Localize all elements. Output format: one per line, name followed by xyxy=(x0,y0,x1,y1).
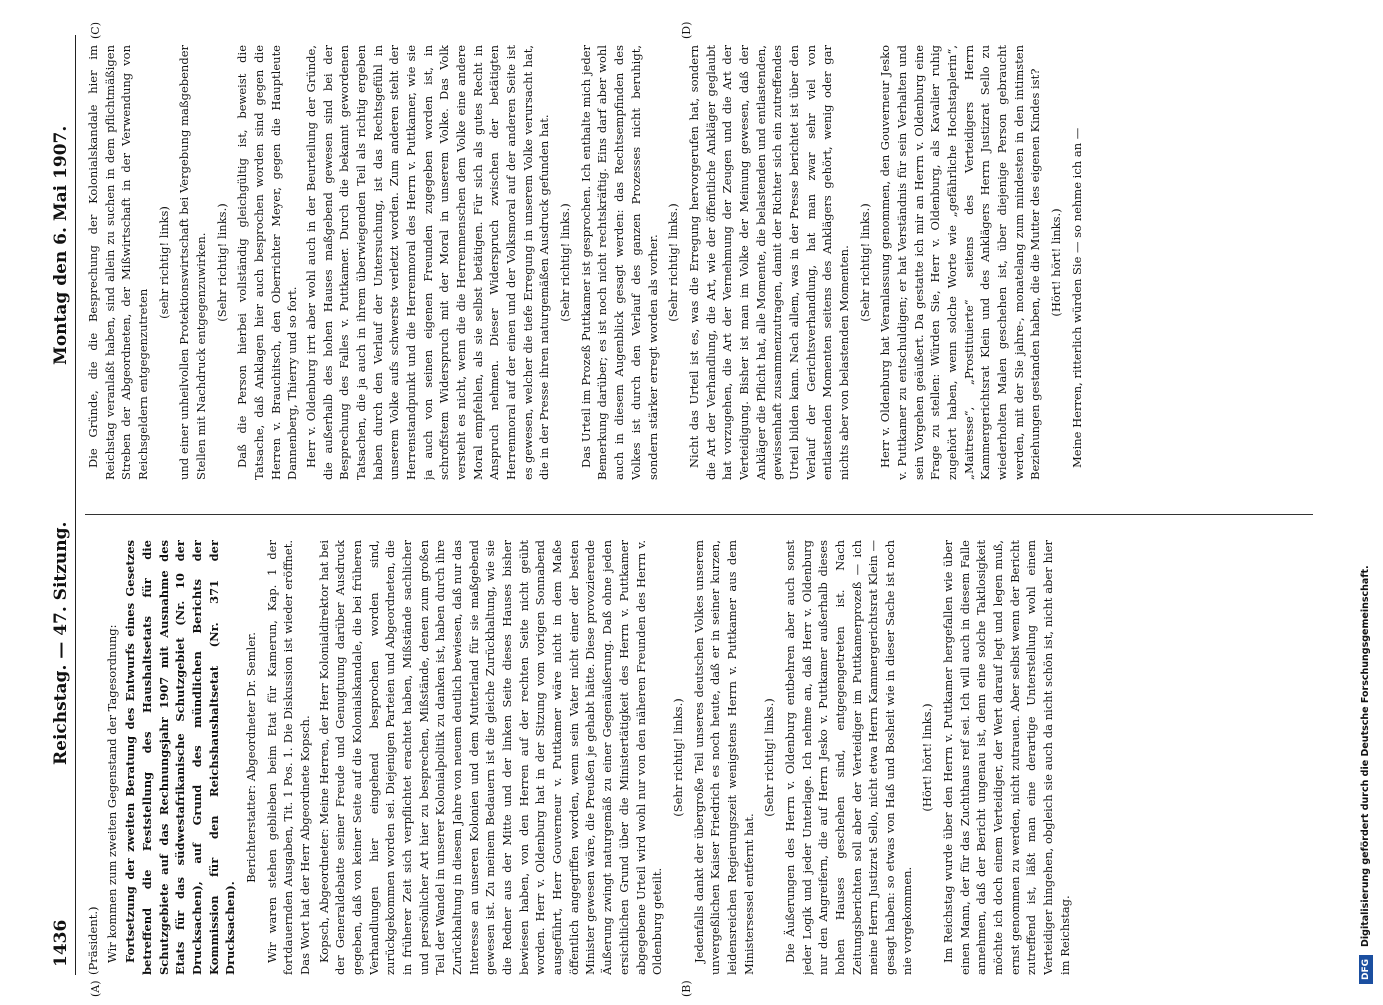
reporter-line: Berichterstatter: Abgeordneter Dr. Semler. xyxy=(244,632,259,883)
paragraph: Die Äußerungen des Herrn v. Oldenburg entbehren aber auch sonst jeder Logik und jeder Unterlage. Ich nehme an, daß Herr v. Oldenburg nur den Angreifern, die auf Herrn Jesko v. Puttkamer außerhalb dieses hohen Hauses geschehen sind, entgegengetreten ist. Nach Zeitungsberichten soll aber der Verteidiger im Puttkamerprozeß — ich meine Herrn Justizrat Sello, nicht etwa Herrn Kammergerichtsrat Klein — gesagt haben: so etwas von Haß und Bosheit wie in dieser Sache ist noch nie vorgekommen. xyxy=(782,540,914,975)
dfg-logo: DFG xyxy=(1359,955,1373,984)
running-head xyxy=(45,35,76,975)
paragraph: Das Urteil im Prozeß Puttkamer ist gesprochen. Ich enthalte mich jeder Bemerkung darüber; es ist noch nicht rechtskräftig. Eins darf aber wohl auch in diesem Augenblick gesagt werden: das Rechtsempfinden des Volkes ist durch den Verlauf des ganzen Prozesses nicht beruhigt, sondern stärker erregt worden als vorher. xyxy=(578,45,660,480)
interjection: (Hört! hört! links.) xyxy=(920,703,935,812)
credit-text: Digitalisierung gefördert durch die Deutsche Forschungsgemeinschaft. xyxy=(1360,565,1371,947)
interjection: (Sehr richtig! links.) xyxy=(558,203,573,322)
margin-marker-a: (A) xyxy=(89,980,102,997)
paragraph: Nicht das Urteil ist es, was die Erregung hervorgerufen hat, sondern die Art der Verhandlung, die Art, wie der öffentliche Ankläger geglaubt hat vorzugehen, die Art der Vernehmung der Zeugen und die Art der Verteidigung. Bisher ist man im Volke der Meinung gewesen, daß der Ankläger die Pflicht hat, alle Momente, die belastenden und entlastenden, gewissenhaft zusammenzutragen, damit der Richter sich ein zutreffendes Urteil bilden kann. Nach allem, was in der Presse berichtet ist über den Verlauf der Gerichtsverhandlung, hat man zwar sehr viel von entlastenden Momenten seitens des Anklägers gehört, wenig oder gar nichts aber von belastenden Momenten. xyxy=(686,45,851,480)
paragraph: und einer unheilvollen Protektionswirtschaft bei Vergebung maßgebender Stellen mit Nachdruck entgegenzuwirken. xyxy=(177,45,209,480)
speaker-label: (Präsident.) xyxy=(86,906,100,975)
interjection: (sehr richtig! links) xyxy=(156,206,171,319)
interjection: (Sehr richtig! links.) xyxy=(666,203,681,322)
left-column xyxy=(85,540,1313,975)
credit-line xyxy=(1354,4,1378,990)
paragraph: Herr v. Oldenburg hat Veranlassung genommen, den Gouverneur Jesko v. Puttkamer zu entschuldigen; er hat Verständnis für sein Verhalten und sein Vorgehen geäußert. Da gestatte ich mir an Herrn v. Oldenburg eine Frage zu stellen: Würden Sie, Herr v. Oldenburg, als Kavalier ruhig zugehört haben, wenn solche Worte wie „gefährliche Hochstaplerin“, „Maitresse“, „Prostituierte“ seitens des Verteidigers Herrn Kammergerichtsrat Klein und des Anklägers Herrn Justizrat Sello zu wiederholten Malen geschehen ist, über diejenige Person gebraucht werden, mit der Sie jahre-, monatelang zum mindesten in den intimsten Beziehungen gestanden haben, die die Mutter des eigenen Kindes ist? xyxy=(878,45,1043,480)
paragraph: Jedenfalls dankt der übergroße Teil unseres deutschen Volkes unserem unvergeßlichen Kaiser Friedrich es noch heute, daß er in seiner kurzen, leidensreichen Regierungszeit wenigstens Herrn v. Puttkamer aus dem Ministersessel entfernt hat. xyxy=(691,540,756,975)
paragraph: Daß die Person hierbei vollständig gleichgültig ist, beweist die Tatsache, daß Anklagen hier auch besprochen worden sind gegen die Herren v. Brauchitsch, den Oberrichter Meyer, gegen die Hauptleute Dannenberg, Thierry und so fort. xyxy=(235,45,300,480)
left-heading: Reichstag. — 47. Sitzung. xyxy=(51,521,71,765)
interjection: (Sehr richtig! links.) xyxy=(857,203,872,322)
digitization-credit xyxy=(1354,10,1378,990)
margin-marker-b: (B) xyxy=(680,980,693,997)
interjection: (Sehr richtig! links.) xyxy=(762,698,777,817)
margin-marker-d: (D) xyxy=(680,21,693,39)
paragraph: Wir kommen zum zweiten Gegenstand der Tagesordnung: xyxy=(104,624,119,963)
paragraph: Wir waren stehen geblieben beim Etat für Kamerun, Kap. 1 der fortdauernden Ausgaben, Tit. 1 Pos. 1. Die Diskussion ist wieder eröffnet. Das Wort hat der Herr Abgeordnete Kopsch. xyxy=(264,540,313,975)
paragraph: Meine Herren, ritterlich würden Sie — so nehme ich an — xyxy=(1069,127,1084,468)
paragraph: Kopsch, Abgeordneter: Meine Herren, der Herr Kolonialdirektor hat bei der Generaldebatte seiner Freude und Genugtuung darüber Ausdruck gegeben, daß von keiner Seite auf die Kolonialskandale, die bei früheren Verhandlungen hier eingehend besprochen worden sind, zurückgekommen worden sei. Diejenigen Parteien und Abgeordneten, die in früherer Zeit sich verpflichtet erachtet haben, Mißstände sachlicher und persönlicher Art hier zu besprechen, Mißstände, denen zum großen Teil der Wandel in unserer Kolonialpolitik zu danken ist, haben durch ihre Zurückhaltung in diesem Jahre von neuem deutlich bewiesen, daß nur das Interesse an unseren Kolonien und dem Mutterland für sie maßgebend gewesen ist. Zu meinem Bedauern ist die gleiche Zurückhaltung, wie sie die Redner aus der Mitte und der linken Seite dieses Hauses bisher bewiesen haben, von den Herren auf der rechten Seite nicht geübt worden. Herr v. Oldenburg hat in der Sitzung vom vorigen Sonnabend ausgeführt, Herr Gouverneur v. Puttkamer wäre nicht in dem Maße öffentlich angegriffen worden, wenn sein Vater nicht einer der besten Minister gewesen wäre, die Preußen je gehabt hätte. Diese provozierende Äußerung zwingt naturgemäß zu einer Gegenäußerung. Daß ohne jeden ersichtlichen Grund über die Ministertätigkeit des Herrn v. Puttkamer abgegebene Urteil wird wohl nur von den näheren Freunden des Herrn v. Oldenburg geteilt. xyxy=(316,540,665,975)
newspaper-page xyxy=(25,15,1353,1005)
page-number: 1436 xyxy=(51,919,71,967)
agenda-item: Fortsetzung der zweiten Beratung des Entwurfs eines Gesetzes betreffend die Feststellung des Haushaltsetats für die Schutzgebiete auf das Rechnungsjahr 1907 mit Ausnahme des Etats für das südwestafrikanische Schutzgebiet (Nr. 10 der Drucksachen), auf Grund des mündlichen Berichts der Kommission für den Reichshaushaltsetat (Nr. 371 der Drucksachen). xyxy=(123,540,238,975)
interjection: (Hört! hört! links.) xyxy=(1048,208,1063,317)
column-divider xyxy=(85,514,1313,515)
right-column xyxy=(85,45,1313,480)
paragraph: Die Gründe, die die Besprechung der Kolonialskandale hier im Reichstag veranlaßt haben, sind allein zu suchen in dem pflichtmäßigen Streben der Abgeordneten, der Mißwirtschaft in der Verwendung von Reichsgeldern entgegenzutreten xyxy=(86,45,151,480)
paragraph: Im Reichstag wurde über den Herrn v. Puttkamer hergefallen wie über einen Mann, der für das Zuchthaus reif sei. Ich will auch in diesem Falle annehmen, daß der Bericht ungenau ist, denn eine solche Taktlosigkeit möchte ich doch einem Verteidiger, der Wert darauf legt und legen muß, ernst genommen zu werden, nicht zutrauen. Aber selbst wenn der Bericht zutreffend ist, läßt man eine derartige Unterstellung wohl einem Verteidiger hingehen, obgleich sie auch da nicht schön ist, nicht aber hier im Reichstag. xyxy=(940,540,1072,975)
interjection: (Sehr richtig! links.) xyxy=(670,698,685,817)
margin-marker-c: (C) xyxy=(89,22,102,39)
paragraph: Herr v. Oldenburg irrt aber wohl auch in der Beurteilung der Gründe, die außerhalb des hohen Hauses maßgebend gewesen sind bei der Besprechung des Falles v. Puttkamer. Durch die bekannt gewordenen Tatsachen, die ja auch in ihrem überwiegenden Teil als richtig ergeben haben durch den Verlauf der Untersuchung, ist das Rechtsgefühl in unserem Volke aufs schwerste verletzt worden. Zum anderen steht der Herrenstandpunkt und die Herrenmoral des Herrn v. Puttkamer, wie sie ja auch von seinen eigenen Freunden zugegeben worden ist, in schroffstem Widerspruch mit der Moral in unserem Volke. Das Volk versteht es nicht, wenn die die Herrenmenschen dem Volke eine andere Moral empfehlen, als sie selbst betätigen. Für sich als gutes Recht in Anspruch nehmen. Dieser Widerspruch zwischen der betätigten Herrenmoral auf der einen und der Volksmoral auf der anderen Seite ist es gewesen, welcher die tiefe Erregung in unserem Volke verursacht hat, die in der Presse ihren naturgemäßen Ausdruck gefunden hat. xyxy=(304,45,552,480)
right-heading: Montag den 6. Mai 1907. xyxy=(51,125,71,365)
interjection: (Sehr richtig! links.) xyxy=(214,203,229,322)
